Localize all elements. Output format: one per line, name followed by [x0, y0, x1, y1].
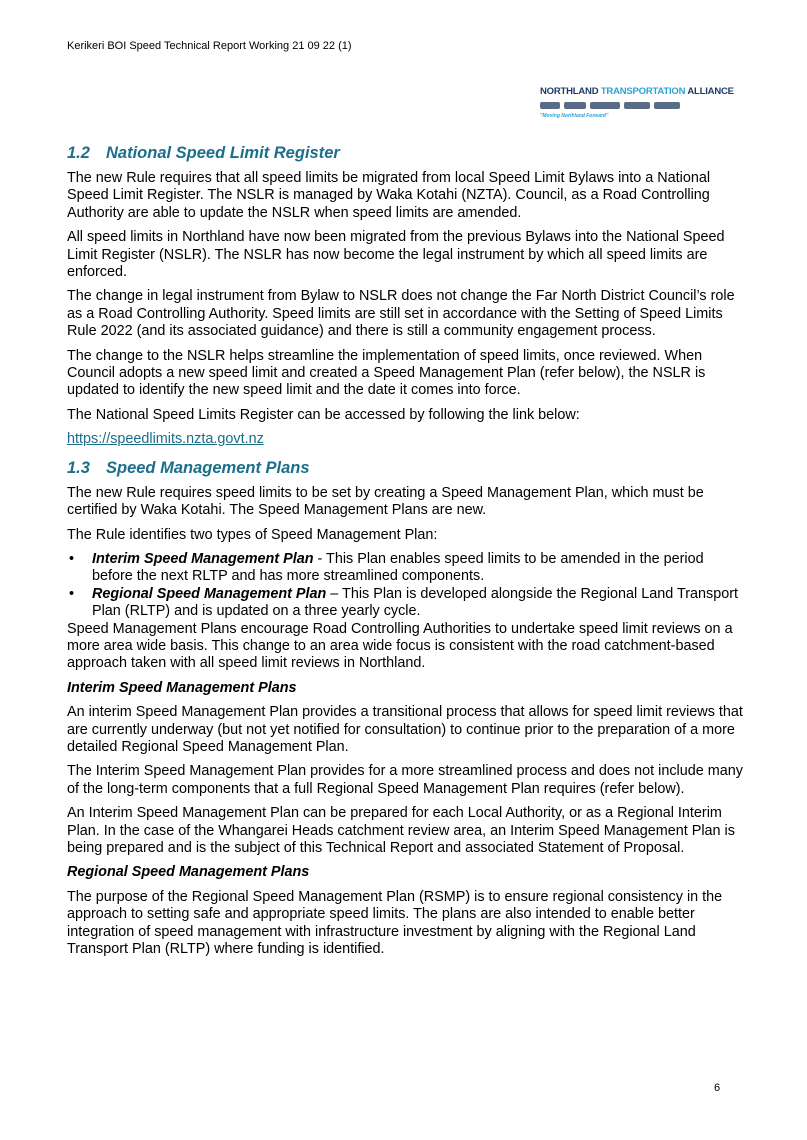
section-heading-1-3: 1.3 Speed Management Plans: [67, 458, 310, 477]
section-heading-1-2: 1.2 National Speed Limit Register: [67, 144, 340, 162]
list-item: • Regional Speed Management Plan – This Plan is developed alongside the Regional Land Transport Plan (RLTP) and is updated on a three yearly cycle.: [69, 585, 739, 620]
paragraph: An interim Speed Management Plan provides a transitional process that allows for speed limit reviews that are currently underway (but not yet notified for consultation) to continue prior to the preparation of a more detailed Regional Speed Management Plan.: [67, 704, 743, 755]
subheading-interim: Interim Speed Management Plans: [67, 679, 297, 696]
plan-types-list: [67, 551, 747, 621]
paragraph: The Interim Speed Management Plan provides for a more streamlined process and does not include many of the long-term components that a full Regional Speed Management Plan requires (refer below).: [67, 763, 743, 797]
page-content: [67, 143, 747, 965]
paragraph: The purpose of the Regional Speed Management Plan (RSMP) is to ensure regional consistency in the approach to setting safe and appropriate speed limits. The plans are also intended to enable better integration of speed management with infrastructure investment by aligning with the Regional Land Transport Plan (RLTP) where funding is identified.: [67, 888, 723, 958]
subheading-regional: Regional Speed Management Plans: [67, 864, 310, 881]
document-header: Kerikeri BOI Speed Technical Report Working 21 09 22 (1): [67, 40, 352, 52]
paragraph: The Rule identifies two types of Speed Management Plan:: [67, 526, 438, 543]
paragraph: The new Rule requires that all speed limits be migrated from local Speed Limit Bylaws into a National Speed Limit Register. The NSLR is managed by Waka Kotahi (NZTA). Council, as a Road Controlling Authority are able to update the NSLR when speed limits are amended.: [67, 170, 711, 221]
bullet-icon: •: [69, 585, 75, 602]
paragraph: The new Rule requires speed limits to be set by creating a Speed Management Plan, which must be certified by Waka Kotahi. The Speed Management Plans are new.: [67, 484, 704, 519]
bullet-icon: •: [69, 550, 75, 567]
paragraph: Speed Management Plans encourage Road Controlling Authorities to undertake speed limit reviews on a more area wide basis. This change to an area wide focus is consistent with the road catchment-based approach taken with all speed limit reviews in Northland.: [67, 620, 733, 672]
page-number: 6: [714, 1082, 721, 1094]
paragraph: The change to the NSLR helps streamline the implementation of speed limits, once reviewed. When Council adopts a new speed limit and created a Speed Management Plan (refer below), the NSLR is updated to identify the new speed limit and the date it comes into force.: [67, 347, 706, 399]
logo-title: NORTHLAND TRANSPORTATION ALLIANCE: [540, 86, 734, 97]
paragraph: An Interim Speed Management Plan can be prepared for each Local Authority, or as a Regional Interim Plan. In the case of the Whangarei Heads catchment review area, an Interim Speed Management Plan is being prepared and is the subject of this Technical Report and associated Statement of Proposal.: [67, 805, 735, 856]
paragraph: The change in legal instrument from Bylaw to NSLR does not change the Far North District Council’s role as a Road Controlling Authority. Speed limits are still set in accordance with the Setting of Speed Limits Rule 2022 (and its associated guidance) and there is still a community engagement process.: [67, 288, 735, 340]
nslr-link[interactable]: https://speedlimits.nzta.govt.nz: [67, 431, 264, 448]
logo-tagline: "Moving Northland Forward": [540, 113, 609, 119]
paragraph: The National Speed Limits Register can be accessed by following the link below:: [67, 406, 580, 423]
logo-partner-marks: [540, 99, 715, 111]
paragraph: All speed limits in Northland have now been migrated from the previous Bylaws into the National Speed Limit Register (NSLR). The NSLR has now become the legal instrument by which all speed limits are enforced.: [67, 229, 725, 281]
nta-logo: [540, 86, 734, 120]
list-item: • Interim Speed Management Plan - This Plan enables speed limits to be amended in the period before the next RLTP and has more streamlined components.: [69, 550, 704, 585]
